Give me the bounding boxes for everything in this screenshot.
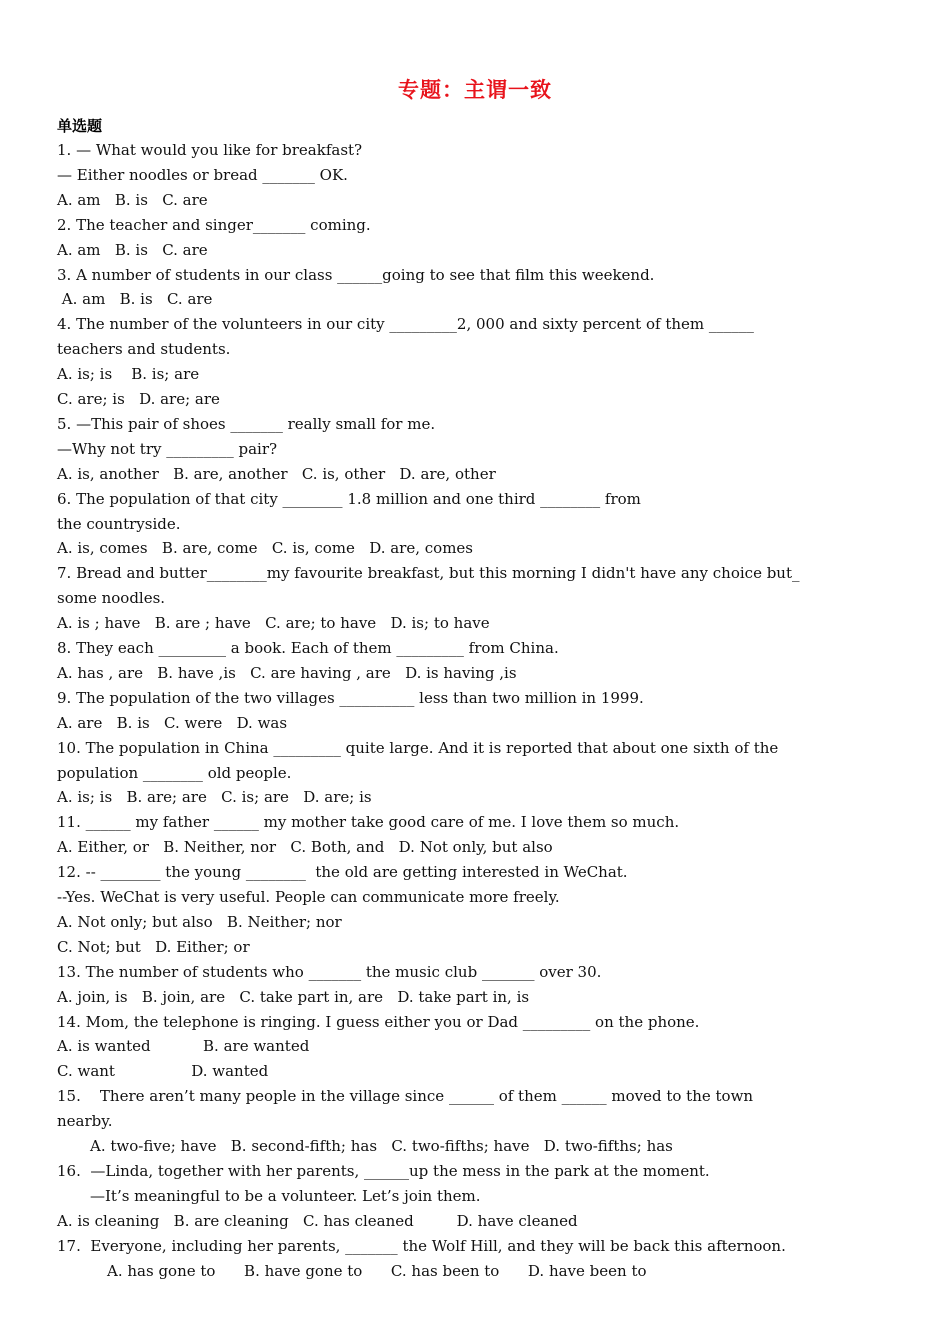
text-line: 12. -- ________ the young ________ the old are getting interested in WeChat. xyxy=(57,863,628,882)
text-line: --Yes. WeChat is very useful. People can communicate more freely. xyxy=(57,888,560,906)
text-line: teachers and students. xyxy=(57,340,231,359)
text-line: A. is wanted B. are wanted xyxy=(57,1037,310,1056)
text-line: population ________ old people. xyxy=(57,763,292,782)
text-line: 13. The number of students who _______ the music club _______ over 30. xyxy=(57,962,602,981)
text-line: 7. Bread and butter________my favourite breakfast, but this morning I didn't have any choice but_ xyxy=(57,564,800,583)
text-line: nearby. xyxy=(57,1112,113,1131)
text-line: A. is; is B. are; are C. is; are D. are; is xyxy=(57,788,372,807)
text-line: 15. There aren’t many people in the village since ______ of them ______ moved to the town xyxy=(57,1087,754,1106)
text-line: A. am B. is C. are xyxy=(57,290,213,309)
text-line: A. join, is B. join, are C. take part in, are D. take part in, is xyxy=(57,987,530,1006)
text-line: A. is, comes B. are, come C. is, come D. are, comes xyxy=(57,539,473,558)
text-line: 2. The teacher and singer_______ coming. xyxy=(57,215,371,234)
text-line: 6. The population of that city ________ 1.8 million and one third ________ from xyxy=(57,489,641,508)
text-line: C. want D. wanted xyxy=(57,1062,269,1081)
text-line: A. is ; have B. are ; have C. are; to have D. is; to have xyxy=(57,614,490,633)
text-line: A. are B. is C. were D. was xyxy=(57,713,288,732)
text-line: 8. They each _________ a book. Each of them _________ from China. xyxy=(57,639,559,657)
text-line: C. are; is D. are; are xyxy=(57,390,220,408)
text-line: A. is; is B. is; are xyxy=(57,365,200,384)
text-line: 1. — What would you like for breakfast? xyxy=(57,141,363,159)
text-line: A. has gone to B. have gone to C. has been to D. have been to xyxy=(107,1261,647,1280)
text-line: 17. Everyone, including her parents, _______ the Wolf Hill, and they will be back this afternoon. xyxy=(57,1236,786,1255)
text-line: 11. ______ my father ______ my mother take good care of me. I love them so much. xyxy=(57,813,680,832)
text-line: C. Not; but D. Either; or xyxy=(57,937,250,956)
text-line: — Either noodles or bread _______ OK. xyxy=(57,165,348,184)
text-line: 16. —Linda, together with her parents, ______up the mess in the park at the moment. xyxy=(57,1161,710,1180)
section-heading: 单选题 xyxy=(57,117,103,135)
text-line: A. Either, or B. Neither, nor C. Both, and D. Not only, but also xyxy=(57,838,553,857)
text-line: —It’s meaningful to be a volunteer. Let’s join them. xyxy=(90,1186,481,1205)
text-line: A. am B. is C. are xyxy=(57,240,208,259)
text-line: A. two-five; have B. second-fifth; has C. two-fifths; have D. two-fifths; has xyxy=(90,1137,673,1155)
text-line: 9. The population of the two villages __________ less than two million in 1999. xyxy=(57,688,644,707)
text-line: A. is cleaning B. are cleaning C. has cleaned D. have cleaned xyxy=(57,1211,578,1230)
text-line: the countryside. xyxy=(57,514,181,533)
text-line: 10. The population in China _________ quite large. And it is reported that about one sixth of the xyxy=(57,738,779,757)
text-line: A. is, another B. are, another C. is, other D. are, other xyxy=(57,464,496,483)
text-line: some noodles. xyxy=(57,589,166,608)
text-line: —Why not try _________ pair? xyxy=(57,439,278,458)
text-line: 4. The number of the volunteers in our city _________2, 000 and sixty percent of them ______ xyxy=(57,315,754,334)
text-line: 5. —This pair of shoes _______ really small for me. xyxy=(57,414,436,433)
text-line: 3. A number of students in our class ______going to see that film this weekend. xyxy=(57,265,655,284)
document-title: 专题：主谓一致 xyxy=(398,78,552,102)
text-line: A. am B. is C. are xyxy=(57,190,208,209)
text-line: 14. Mom, the telephone is ringing. I guess either you or Dad _________ on the phone. xyxy=(57,1012,700,1031)
text-line: A. has , are B. have ,is C. are having , are D. is having ,is xyxy=(57,663,517,682)
text-line: A. Not only; but also B. Neither; nor xyxy=(57,912,342,931)
